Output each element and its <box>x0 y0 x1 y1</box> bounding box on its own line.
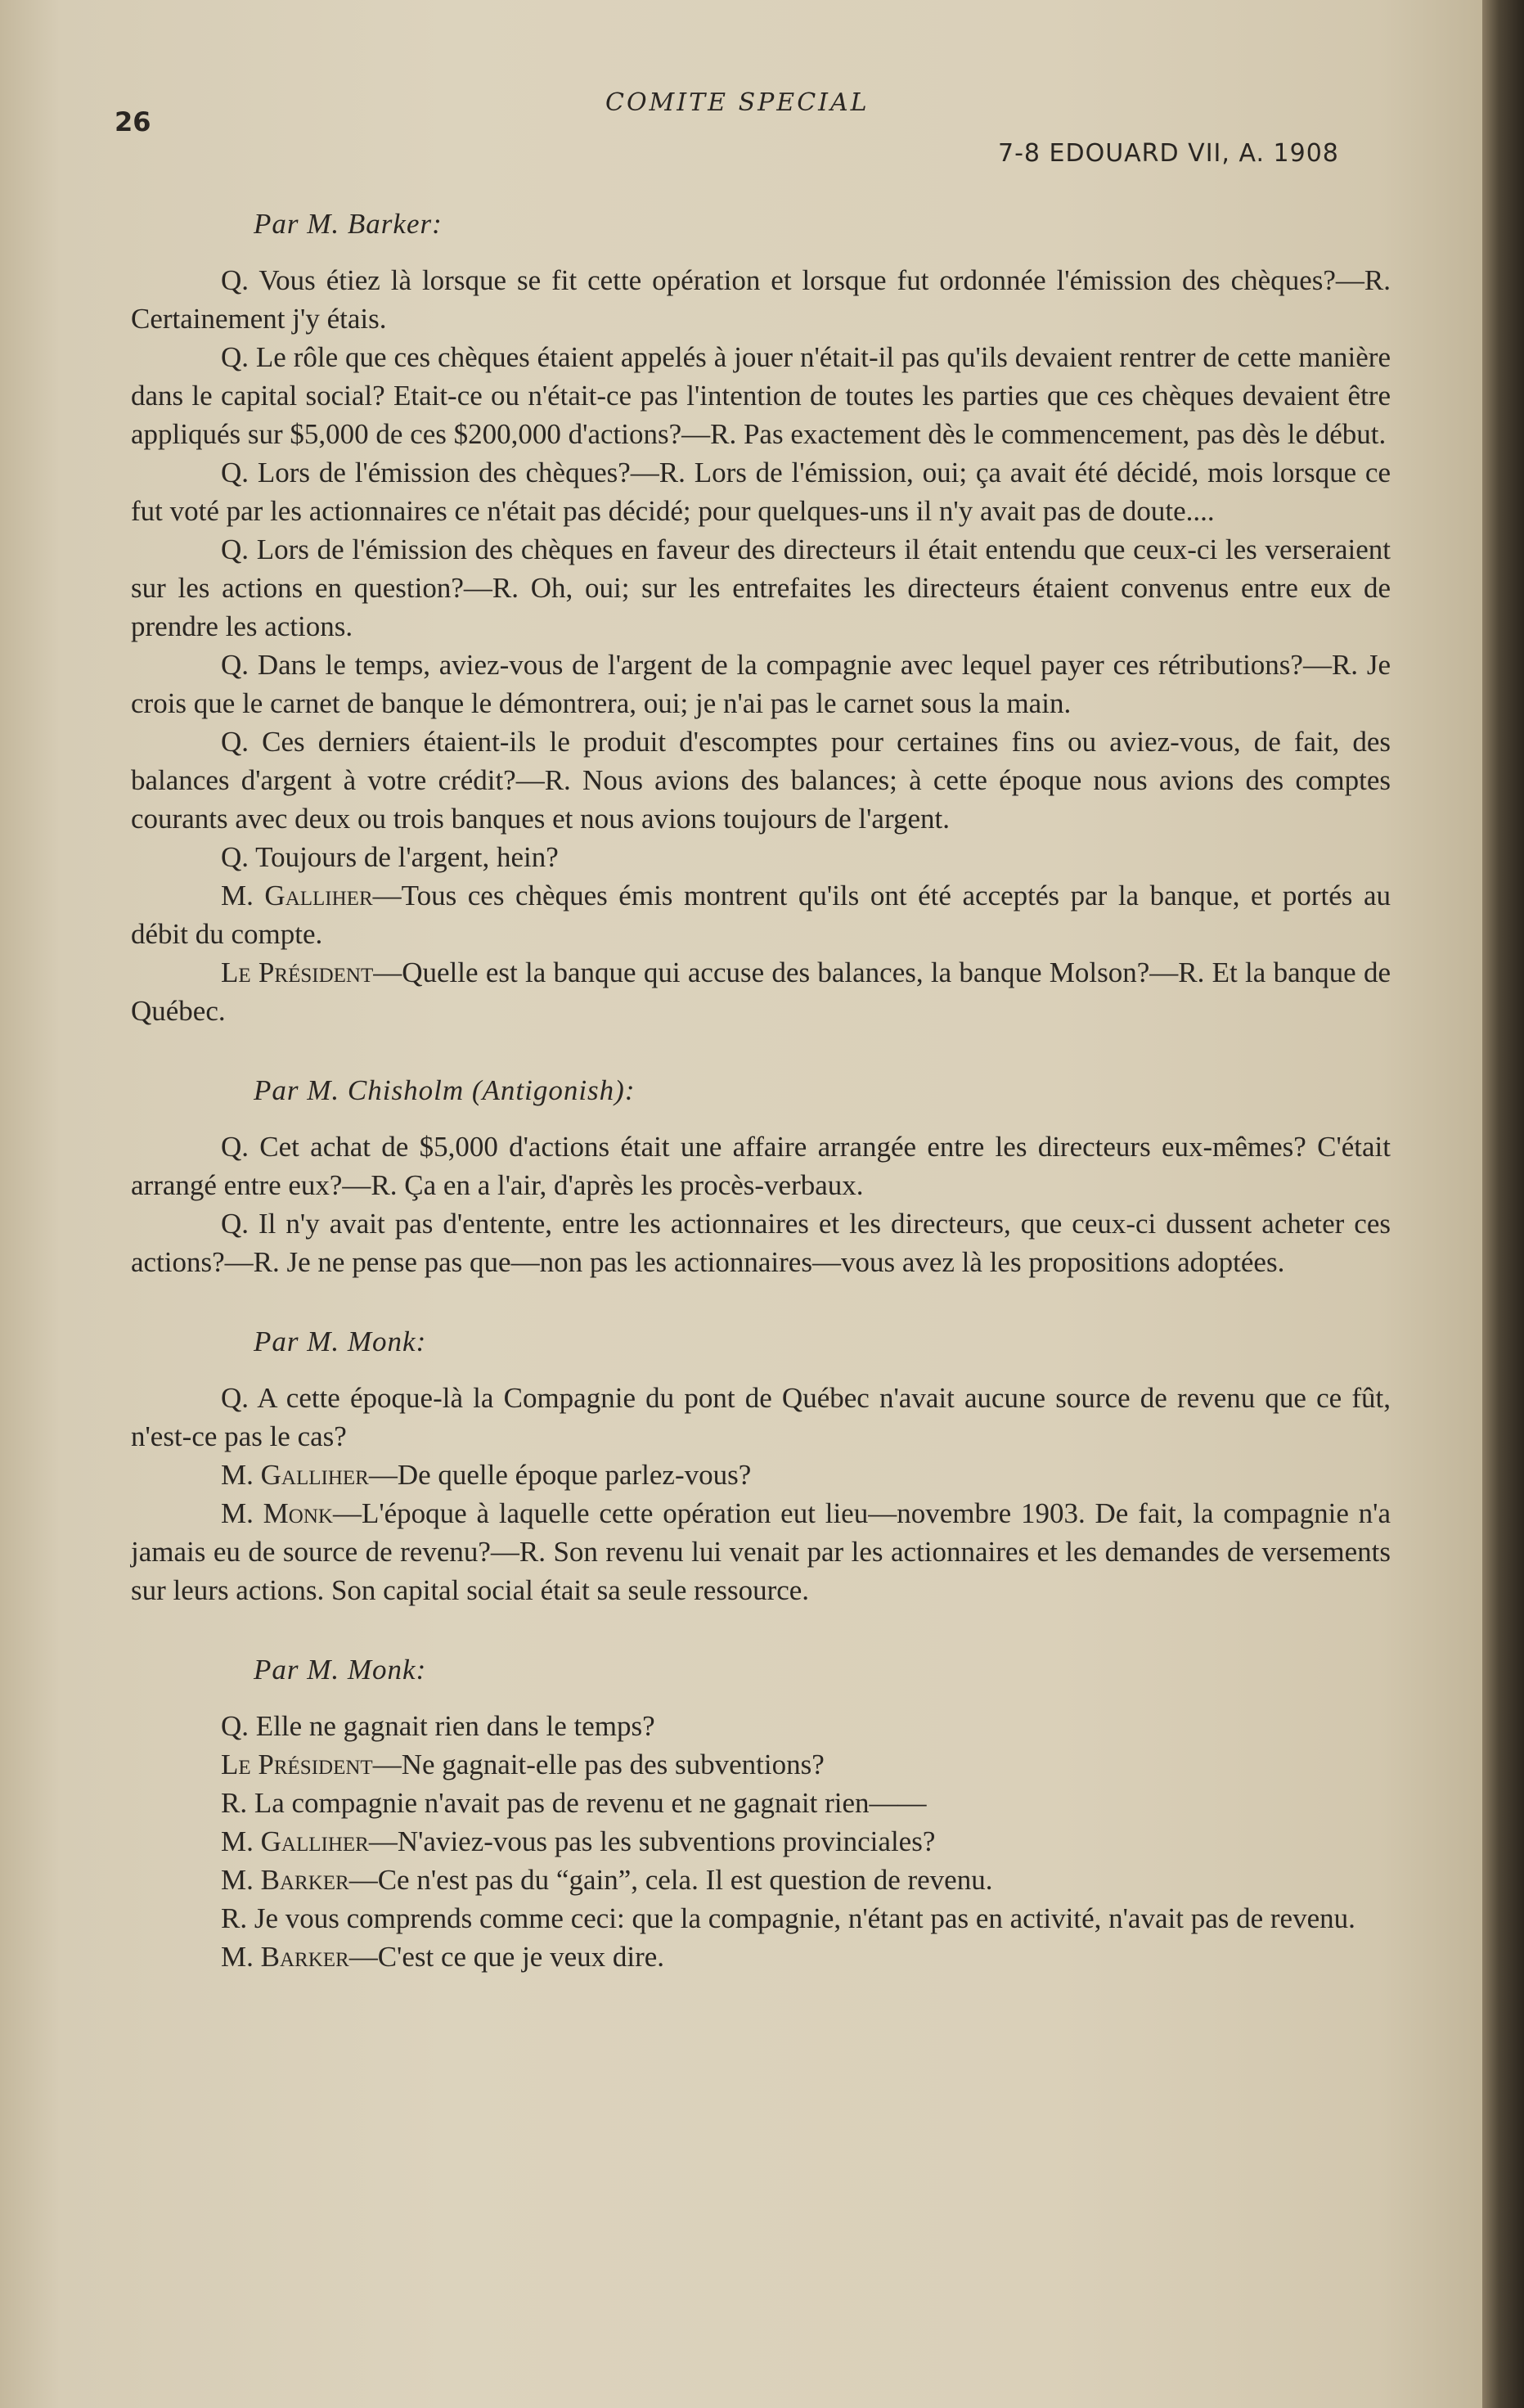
paragraph: Q. Vous étiez là lorsque se fit cette opération et lorsque fut ordonnée l'émission des chèques?—R. Certainement j'y étais. <box>131 264 1391 335</box>
speaker-name: M. Galliher <box>221 1459 369 1491</box>
section-heading: Par M. Monk: <box>254 1326 427 1357</box>
book-binding-edge <box>1482 0 1524 2408</box>
paragraph: Q. Ces derniers étaient-ils le produit d'escomptes pour certaines fins ou aviez-vous, de fait, des balances d'argent à votre crédit?—R. Nous avions des balances; à cette époque nous avions des comptes courants avec deux ou trois banques et nous avions toujours de l'argent. <box>131 726 1391 835</box>
speaker-text: —C'est ce que je veux dire. <box>348 1941 665 1973</box>
speaker-paragraph <box>131 1745 1391 1784</box>
paragraph: Q. Lors de l'émission des chèques?—R. Lors de l'émission, oui; ça avait été décidé, mois lorsque ce fut voté par les actionnaires ce n'était pas décidé; pour quelques-uns il n'y avait pas de doute.... <box>131 457 1391 527</box>
speaker-name: M. Barker <box>221 1864 349 1896</box>
paragraph: Q. Dans le temps, aviez-vous de l'argent de la compagnie avec lequel payer ces rétributions?—R. Je crois que le carnet de banque le démontrera, oui; je n'ai pas le carnet sous la main. <box>131 649 1391 719</box>
speaker-text: —De quelle époque parlez-vous? <box>368 1459 752 1491</box>
speaker-name: M. Galliher <box>221 880 373 911</box>
paragraph: Q. Cet achat de $5,000 d'actions était une affaire arrangée entre les directeurs eux-mêmes? C'était arrangé entre eux?—R. Ça en a l'air, d'après les procès-verbaux. <box>131 1131 1391 1201</box>
session-label: 7-8 EDOUARD VII, A. 1908 <box>998 139 1339 168</box>
speaker-text: —L'époque à laquelle cette opération eut lieu—novembre 1903. De fait, la compagnie n'a jamais eu de source de revenu?—R. Son revenu lui venait par les actionnaires et les demandes de versements sur leurs actions. Son capital social était sa seule ressource. <box>131 1497 1391 1606</box>
speaker-paragraph <box>131 1938 1391 1976</box>
speaker-name: Le Président <box>221 956 374 988</box>
speaker-name: M. Barker <box>221 1941 349 1973</box>
speaker-paragraph <box>131 1861 1391 1899</box>
paragraph: Q. A cette époque-là la Compagnie du pont de Québec n'avait aucune source de revenu que ce fût, n'est-ce pas le cas? <box>131 1382 1391 1452</box>
paragraph: Q. Lors de l'émission des chèques en faveur des directeurs il était entendu que ceux-ci les verseraient sur les actions en question?—R. Oh, oui; sur les entrefaites les directeurs étaient convenus entre eux de prendre les actions. <box>131 533 1391 642</box>
speaker-paragraph <box>131 1456 1391 1494</box>
speaker-paragraph <box>131 953 1391 1030</box>
paragraph: R. Je vous comprends comme ceci: que la compagnie, n'étant pas en activité, n'avait pas de revenu. <box>221 1902 1355 1934</box>
body-text <box>131 205 1391 1976</box>
running-title: COMITE SPECIAL <box>605 88 870 117</box>
paragraph: Q. Il n'y avait pas d'entente, entre les actionnaires et les directeurs, que ceux-ci dussent acheter ces actions?—R. Je ne pense pas que—non pas les actionnaires—vous avez là les propositions adoptées. <box>131 1208 1391 1278</box>
section-heading: Par M. Chisholm (Antigonish): <box>254 1074 636 1106</box>
speaker-text: —Ce n'est pas du “gain”, cela. Il est question de revenu. <box>348 1864 993 1896</box>
speaker-text: —N'aviez-vous pas les subventions provinciales? <box>368 1825 936 1857</box>
speaker-paragraph <box>131 1494 1391 1609</box>
section-heading: Par M. Barker: <box>254 208 443 240</box>
speaker-text: —Quelle est la banque qui accuse des balances, la banque Molson?—R. Et la banque de Québec. <box>131 956 1391 1027</box>
speaker-name: M. Monk <box>221 1497 333 1529</box>
paragraph: R. La compagnie n'avait pas de revenu et ne gagnait rien—— <box>221 1787 927 1819</box>
speaker-text: —Tous ces chèques émis montrent qu'ils ont été acceptés par la banque, et portés au débit du compte. <box>131 880 1391 950</box>
paragraph: Q. Elle ne gagnait rien dans le temps? <box>221 1710 655 1742</box>
paragraph: Q. Le rôle que ces chèques étaient appelés à jouer n'était-il pas qu'ils devaient rentrer de cette manière dans le capital social? Etait-ce ou n'était-ce pas l'intention de toutes les parties que ces chèques devaient être appliqués sur $5,000 de ces $200,000 d'actions?—R. Pas exactement dès le commencement, pas dès le début. <box>131 341 1391 450</box>
speaker-name: Le Président <box>221 1749 373 1780</box>
speaker-paragraph <box>131 876 1391 953</box>
paragraph: Q. Toujours de l'argent, hein? <box>221 841 559 873</box>
page-number: 26 <box>115 106 151 137</box>
speaker-paragraph <box>131 1822 1391 1861</box>
section-heading: Par M. Monk: <box>254 1654 427 1686</box>
speaker-text: —Ne gagnait-elle pas des subventions? <box>372 1749 825 1780</box>
speaker-name: M. Galliher <box>221 1825 369 1857</box>
